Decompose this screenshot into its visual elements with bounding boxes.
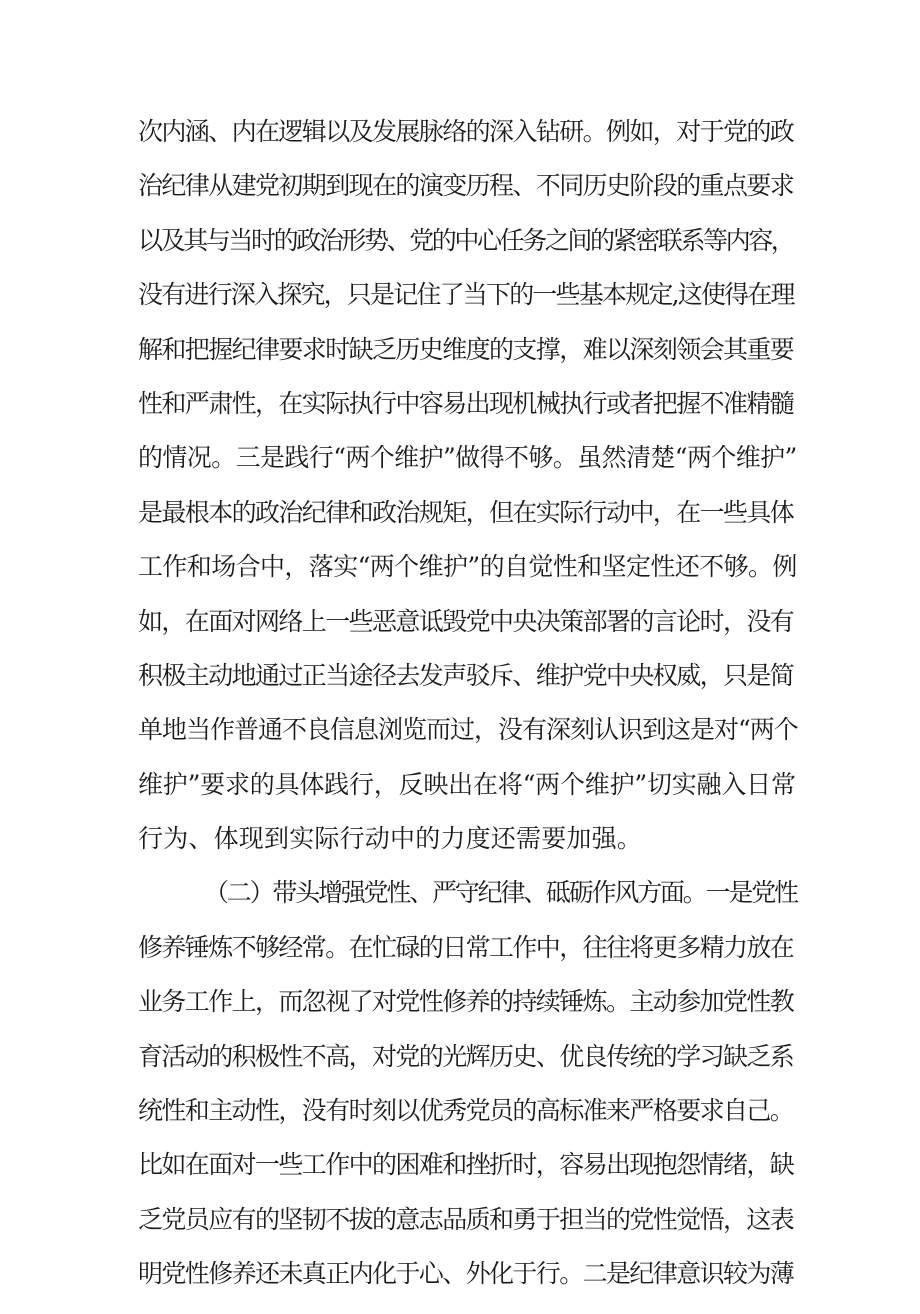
text-line: 的情况。三是践行“两个维护”做得不够。虽然清楚“两个维护” bbox=[138, 443, 797, 473]
text-line: 治纪律从建党初期到现在的演变历程、不同历史阶段的重点要求 bbox=[138, 171, 794, 201]
text-line: 明党性修养还未真正内化于心、外化于行。二是纪律意识较为薄 bbox=[138, 1259, 794, 1289]
text-line: 性和严肃性，在实际执行中容易出现机械执行或者把握不准精髓 bbox=[138, 388, 794, 418]
text-line: 没有进行深入探究，只是记住了当下的一些基本规定,这使得在理 bbox=[138, 280, 794, 310]
text-line: 统性和主动性，没有时刻以优秀党员的高标准来严格要求自己。 bbox=[138, 1096, 794, 1126]
text-line: 维护”要求的具体践行，反映出在将“两个维护”切实融入日常 bbox=[138, 769, 796, 799]
text-line: 是最根本的政治纪律和政治规矩，但在实际行动中，在一些具体 bbox=[138, 497, 794, 527]
text-line: 工作和场合中，落实“两个维护”的自觉性和坚定性还不够。例 bbox=[138, 552, 797, 582]
body-text bbox=[138, 117, 798, 1314]
section-heading-line: （二）带头增强党性、严守纪律、砥砺作风方面。一是党性 bbox=[204, 878, 797, 908]
text-line: 以及其与当时的政治形势、党的中心任务之间的紧密联系等内容， bbox=[138, 225, 794, 255]
text-line: 解和把握纪律要求时缺乏历史维度的支撑，难以深刻领会其重要 bbox=[138, 334, 794, 364]
text-line: 修养锤炼不够经常。在忙碌的日常工作中，往往将更多精力放在 bbox=[138, 932, 794, 962]
text-line: 积极主动地通过正当途径去发声驳斥、维护党中央权威，只是简 bbox=[138, 660, 794, 690]
text-line: 乏党员应有的坚韧不拔的意志品质和勇于担当的党性觉悟，这表 bbox=[138, 1204, 794, 1234]
text-line: 业务工作上，而忽视了对党性修养的持续锤炼。主动参加党性教 bbox=[138, 987, 794, 1017]
text-line: 育活动的积极性不高，对党的光辉历史、优良传统的学习缺乏系 bbox=[138, 1041, 794, 1071]
text-line: 如，在面对网络上一些恶意诋毁党中央决策部署的言论时，没有 bbox=[138, 606, 794, 636]
text-line: 单地当作普通不良信息浏览而过，没有深刻认识到这是对“两个 bbox=[138, 715, 798, 745]
text-line: 比如在面对一些工作中的困难和挫折时，容易出现抱怨情绪，缺 bbox=[138, 1150, 794, 1180]
text-line: 次内涵、内在逻辑以及发展脉络的深入钻研。例如，对于党的政 bbox=[138, 117, 794, 146]
text-line: 行为、体现到实际行动中的力度还需要加强。 bbox=[138, 824, 643, 854]
